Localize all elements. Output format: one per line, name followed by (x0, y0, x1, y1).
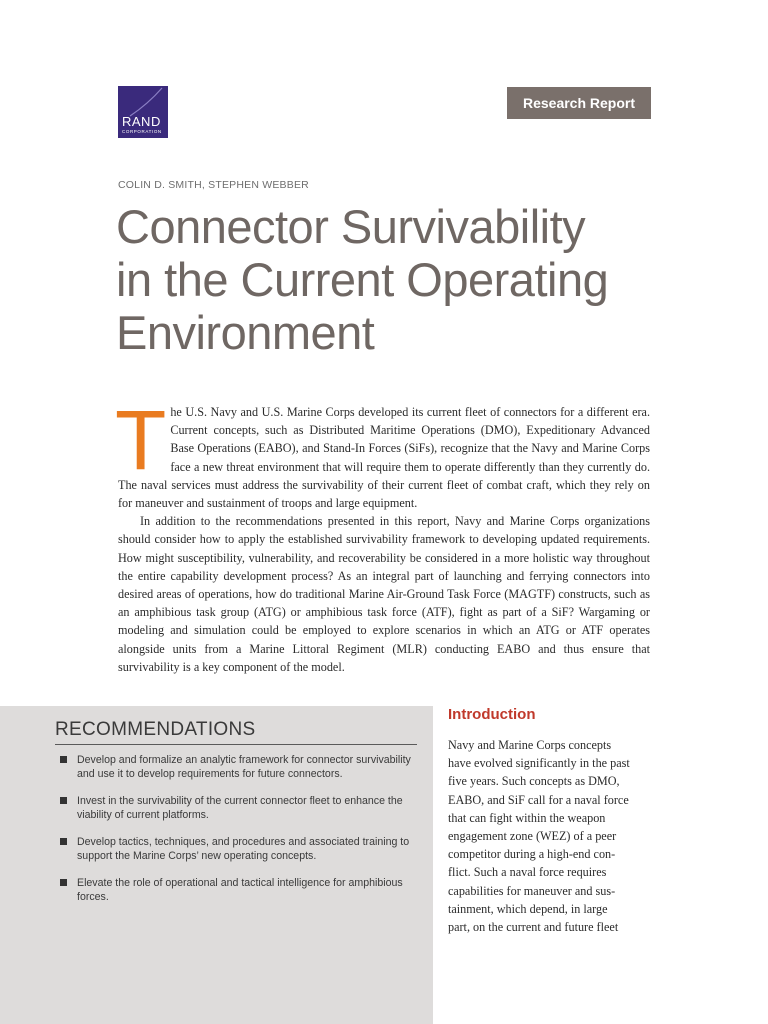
intro-line: tainment, which depend, in large (448, 901, 608, 916)
intro-line: capabilities for maneuver and sus- (448, 883, 616, 898)
square-bullet-icon (60, 838, 67, 845)
recommendations-title: RECOMMENDATIONS (55, 719, 417, 745)
recommendation-item (60, 876, 418, 904)
intro-line: Navy and Marine Corps concepts (448, 738, 612, 752)
title-line: Environment (116, 306, 375, 359)
summary-paragraph-1 (115, 393, 650, 512)
introduction-heading: Introduction (448, 706, 536, 723)
intro-line: that can fight within the weapon (448, 810, 606, 825)
rand-logo (118, 86, 168, 138)
recommendations-list (60, 753, 418, 917)
drop-cap: T (115, 393, 167, 487)
intro-line: have evolved significantly in the past (448, 756, 630, 771)
recommendation-text: Invest in the survivability of the current connector fleet to enhance the viability of current platforms. (77, 795, 403, 821)
recommendation-item (60, 753, 418, 781)
intro-line: part, on the current and future fleet (448, 920, 619, 935)
logo-text: RAND (122, 114, 161, 129)
square-bullet-icon (60, 797, 67, 804)
square-bullet-icon (60, 879, 67, 886)
authors: COLIN D. SMITH, STEPHEN WEBBER (118, 179, 309, 191)
introduction-text (448, 736, 648, 936)
paragraph-1-text: he U.S. Navy and U.S. Marine Corps developed its current fleet of connectors for a different era. Current concepts, such as Distributed Maritime Operations (DMO), Expeditionary Advanced Base Operations (EABO), and Stand-In Forces (SiFs), recognize that the Navy and Marine Corps face a new threat environment that will require them to operate differently than they currently do. The naval services must address the survivability of their current fleet of combat craft, which they rely on for maneuver and sustainment of troops and large equipment. (118, 405, 650, 511)
intro-line: engagement zone (WEZ) of a peer (448, 829, 617, 844)
summary-body (115, 393, 650, 676)
logo-subtext: CORPORATION (122, 129, 162, 134)
intro-line: competitor during a high-end con- (448, 847, 616, 862)
report-type-badge: Research Report (507, 87, 651, 119)
intro-line: five years. Such concepts as DMO, (448, 774, 620, 789)
recommendation-text: Develop and formalize an analytic framework for connector survivability and use it to develop requirements for future connectors. (77, 754, 411, 780)
summary-paragraph-2: In addition to the recommendations presented in this report, Navy and Marine Corps organizations should consider how to apply the established survivability framework to developing updated requirements. How might susceptibility, vulnerability, and recoverability be considered in a more holistic way throughout the entire capability development process? As an integral part of launching and ferrying connectors into desired areas of operations, how do traditional Marine Air-Ground Task Force (MAGTF) constructs, such as an amphibious task group (ATG) or amphibious task force (ATF), fight as part of a SiF? Wargaming or modeling and simulation could be employed to explore scenarios in which an ATG or ATF operates alongside units from a Marine Littoral Regiment (MLR) conducting EABO and thus ensure that survivability is a key component of the model. (118, 514, 650, 674)
page-title (116, 200, 656, 359)
title-line: in the Current Operating (116, 253, 609, 306)
recommendation-text: Elevate the role of operational and tactical intelligence for amphibious forces. (77, 877, 403, 903)
recommendation-item (60, 835, 418, 863)
recommendation-item (60, 794, 418, 822)
square-bullet-icon (60, 756, 67, 763)
title-line: Connector Survivability (116, 200, 586, 253)
intro-line: flict. Such a naval force requires (448, 865, 607, 880)
intro-line: EABO, and SiF call for a naval force (448, 792, 629, 807)
recommendation-text: Develop tactics, techniques, and procedures and associated training to support the Marine Corps’ new operating concepts. (77, 836, 410, 862)
